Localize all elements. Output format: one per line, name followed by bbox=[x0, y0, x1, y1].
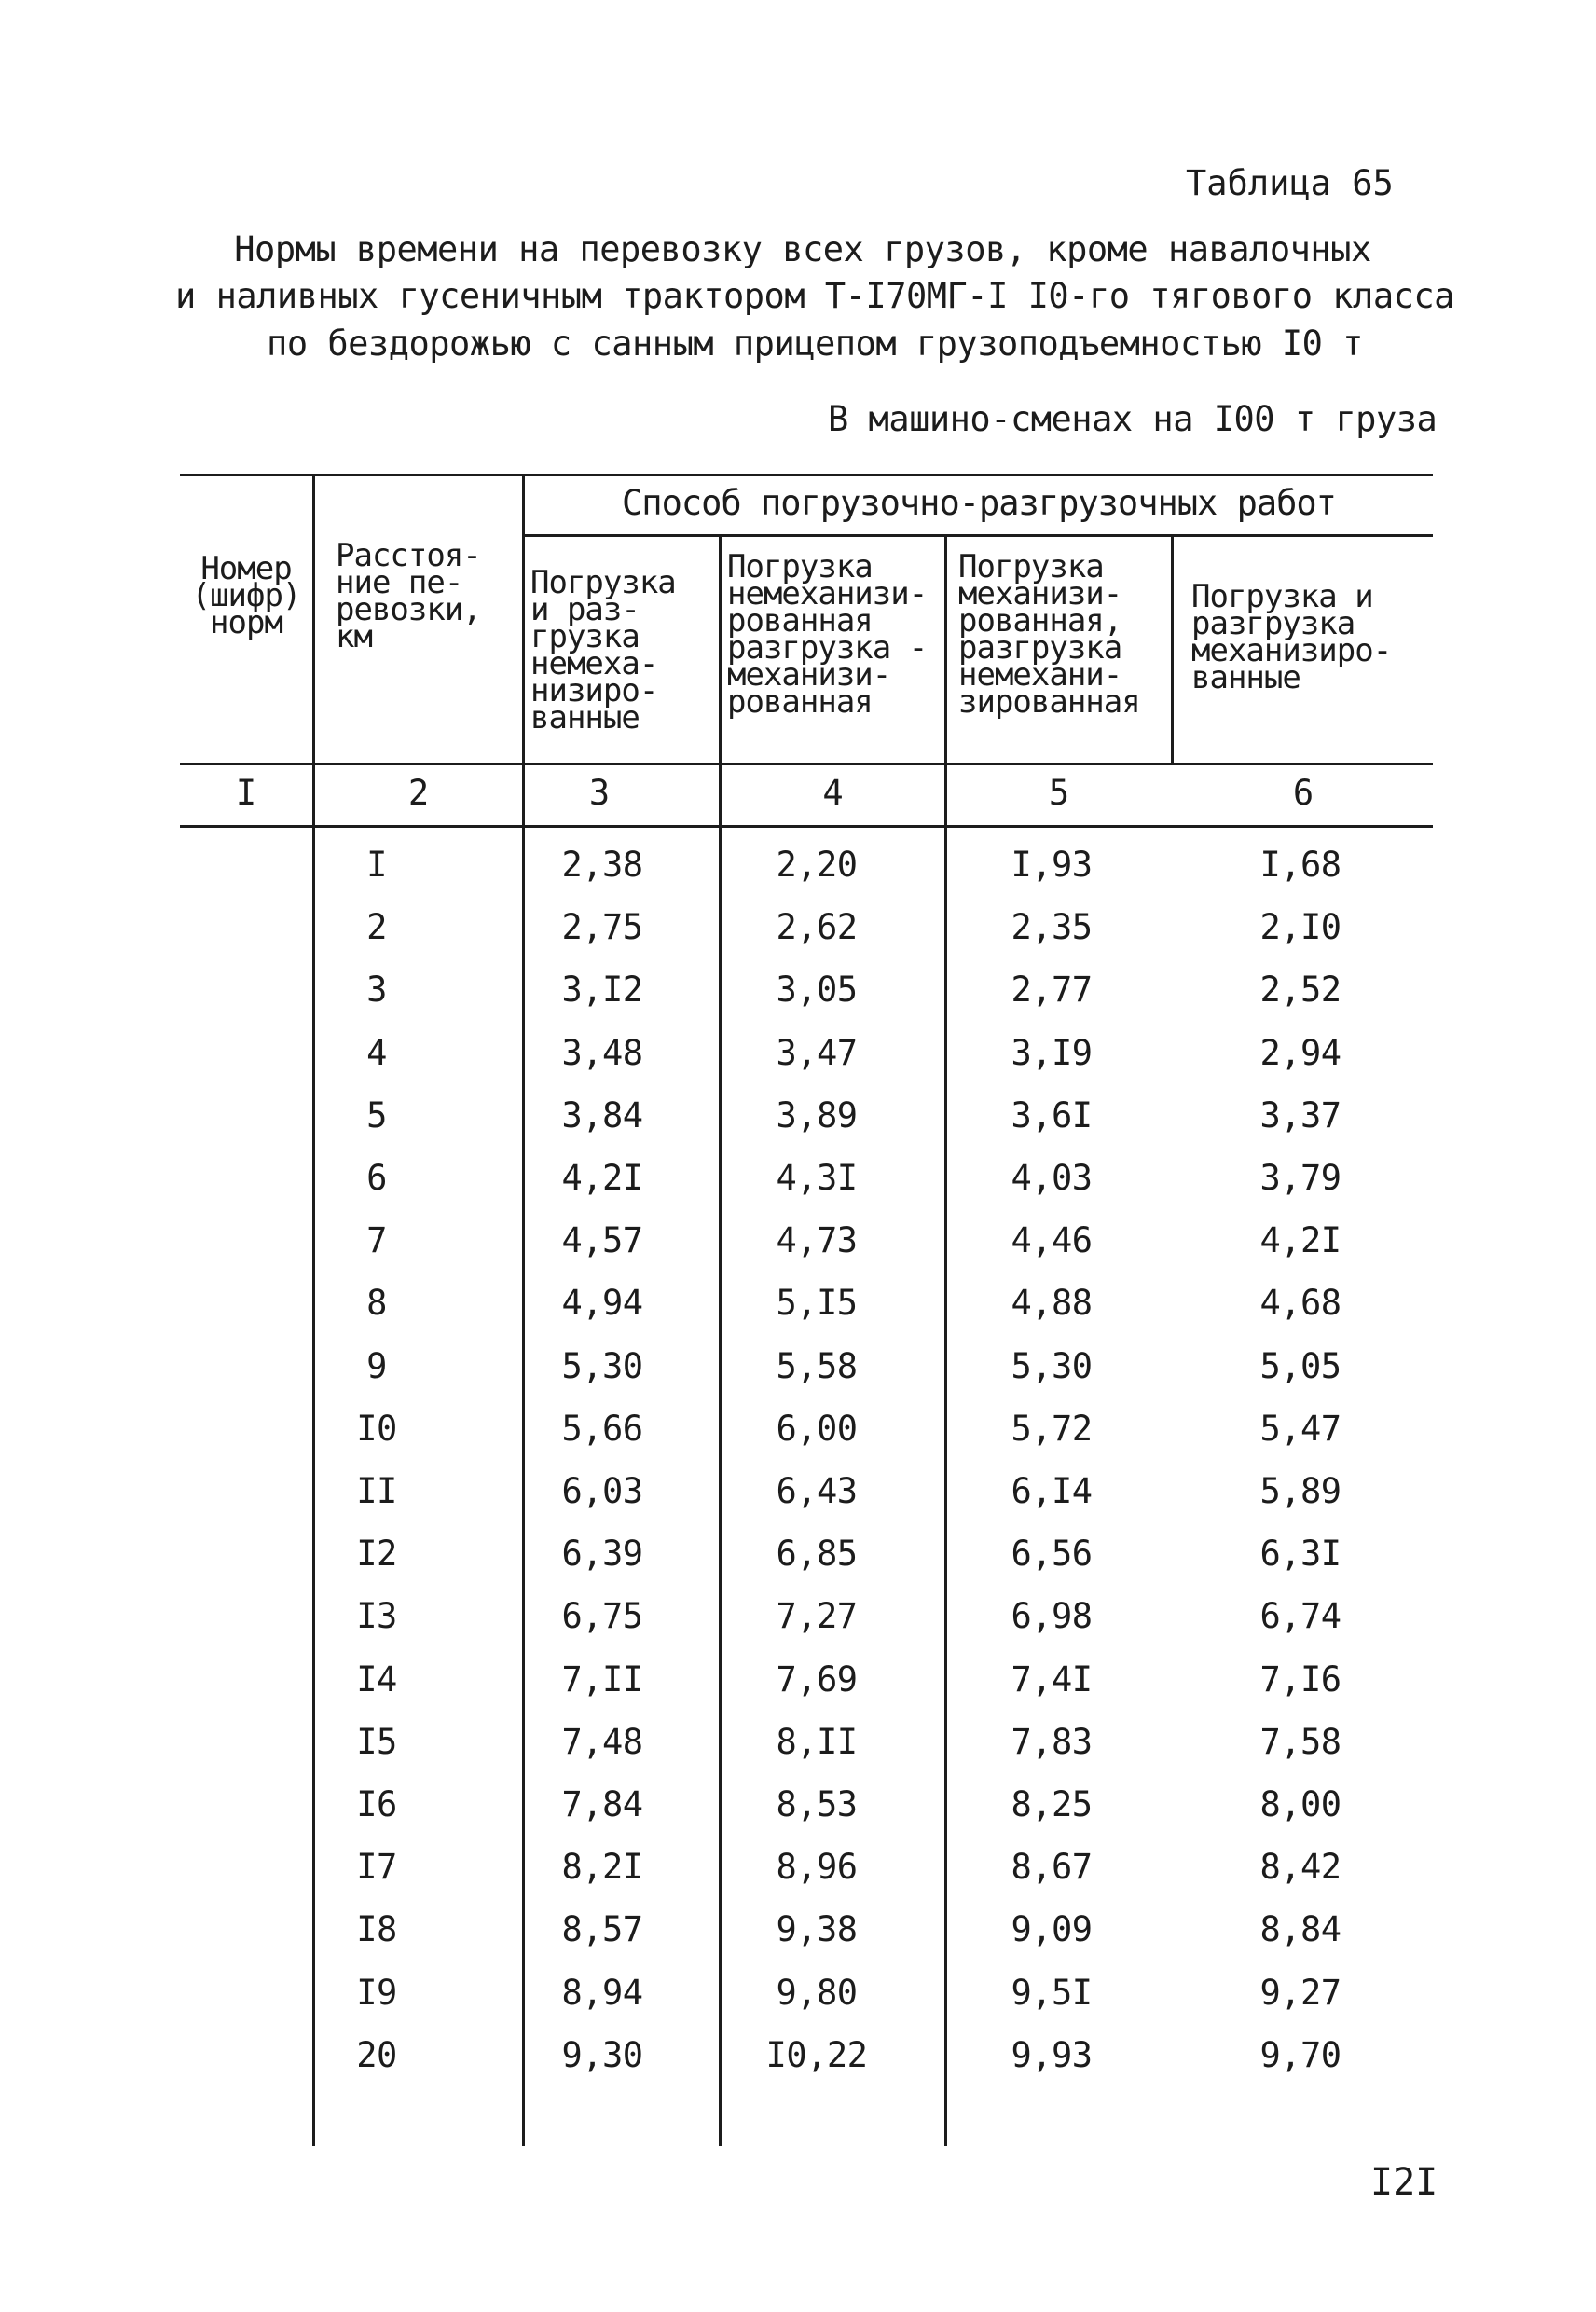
distance-cell: 7 bbox=[366, 1220, 387, 1260]
distance-cell: I7 bbox=[356, 1847, 397, 1887]
norm-value-cell: 4,68 bbox=[1259, 1283, 1341, 1323]
table-title-line-1: Нормы времени на перевозку всех грузов, кроме навалочных bbox=[234, 229, 1371, 269]
norm-value-cell: 7,48 bbox=[561, 1722, 643, 1762]
norm-value-cell: 3,47 bbox=[776, 1033, 858, 1073]
norm-value-cell: 5,I5 bbox=[776, 1283, 858, 1323]
distance-cell: 5 bbox=[366, 1095, 387, 1135]
distance-cell: I5 bbox=[356, 1722, 397, 1762]
page-number: I2I bbox=[1370, 2161, 1438, 2204]
norm-value-cell: 7,4I bbox=[1011, 1659, 1093, 1700]
column-number-4: 4 bbox=[822, 773, 844, 813]
norm-value-cell: 7,84 bbox=[561, 1784, 643, 1824]
norm-value-cell: 9,30 bbox=[561, 2035, 643, 2075]
norm-value-cell: 8,53 bbox=[776, 1784, 858, 1824]
norm-value-cell: 4,73 bbox=[776, 1220, 858, 1260]
column-number-5: 5 bbox=[1048, 773, 1070, 813]
norm-value-cell: 8,67 bbox=[1011, 1847, 1093, 1887]
norm-value-cell: 5,58 bbox=[776, 1346, 858, 1386]
norm-value-cell: 8,II bbox=[776, 1722, 858, 1762]
column-number-6: 6 bbox=[1292, 773, 1314, 813]
norm-value-cell: 7,I6 bbox=[1259, 1659, 1341, 1700]
norm-value-cell: 4,88 bbox=[1011, 1283, 1093, 1323]
norm-value-cell: 5,05 bbox=[1259, 1346, 1341, 1386]
norm-value-cell: 9,5I bbox=[1011, 1973, 1093, 2013]
distance-cell: I3 bbox=[356, 1596, 397, 1636]
norm-value-cell: 2,20 bbox=[776, 845, 858, 885]
norm-value-cell: 6,39 bbox=[561, 1534, 643, 1574]
norm-value-cell: 6,00 bbox=[776, 1409, 858, 1449]
distance-cell: I2 bbox=[356, 1534, 397, 1574]
header-col-6: Погрузка и разгрузка механизиро- ванные bbox=[1191, 578, 1392, 696]
norm-value-cell: 2,94 bbox=[1259, 1033, 1341, 1073]
table-label: Таблица 65 bbox=[1186, 163, 1394, 203]
norm-value-cell: 7,69 bbox=[776, 1659, 858, 1700]
norm-value-cell: I,68 bbox=[1259, 845, 1341, 885]
norm-value-cell: 3,I2 bbox=[561, 970, 643, 1010]
norm-value-cell: 5,66 bbox=[561, 1409, 643, 1449]
distance-cell: 4 bbox=[366, 1033, 387, 1073]
norm-value-cell: 8,42 bbox=[1259, 1847, 1341, 1887]
norm-value-cell: 5,30 bbox=[561, 1346, 643, 1386]
header-loading-method-group: Способ погрузочно-разгрузочных работ bbox=[622, 483, 1336, 523]
norm-value-cell: 3,37 bbox=[1259, 1095, 1341, 1135]
norm-value-cell: 2,62 bbox=[776, 907, 858, 947]
norm-value-cell: 3,48 bbox=[561, 1033, 643, 1073]
norm-value-cell: 8,00 bbox=[1259, 1784, 1341, 1824]
norm-value-cell: 4,03 bbox=[1011, 1158, 1093, 1198]
norm-value-cell: 5,30 bbox=[1011, 1346, 1093, 1386]
norm-value-cell: 6,03 bbox=[561, 1471, 643, 1511]
norm-value-cell: 3,89 bbox=[776, 1095, 858, 1135]
norm-value-cell: 9,93 bbox=[1011, 2035, 1093, 2075]
norm-value-cell: 6,74 bbox=[1259, 1596, 1341, 1636]
norm-value-cell: 9,70 bbox=[1259, 2035, 1341, 2075]
norm-value-cell: 4,3I bbox=[776, 1158, 858, 1198]
norm-value-cell: 3,6I bbox=[1011, 1095, 1093, 1135]
table-top-rule bbox=[180, 474, 1433, 476]
norm-value-cell: 2,75 bbox=[561, 907, 643, 947]
norm-value-cell: 6,85 bbox=[776, 1534, 858, 1574]
norm-value-cell: 4,57 bbox=[561, 1220, 643, 1260]
distance-cell: 3 bbox=[366, 970, 387, 1010]
distance-cell: II bbox=[356, 1471, 397, 1511]
column-number-1: I bbox=[235, 773, 257, 813]
distance-cell: I bbox=[366, 845, 387, 885]
norm-value-cell: 2,52 bbox=[1259, 970, 1341, 1010]
distance-cell: I0 bbox=[356, 1409, 397, 1449]
norm-value-cell: 7,27 bbox=[776, 1596, 858, 1636]
distance-cell: I8 bbox=[356, 1909, 397, 1949]
header-col-5: Погрузка механизи- рованная, разгрузка немехани- зированная bbox=[958, 548, 1140, 721]
distance-cell: 6 bbox=[366, 1158, 387, 1198]
norm-value-cell: 4,2I bbox=[1259, 1220, 1341, 1260]
norm-value-cell: 8,25 bbox=[1011, 1784, 1093, 1824]
norm-value-cell: 8,94 bbox=[561, 1973, 643, 2013]
norm-value-cell: 5,72 bbox=[1011, 1409, 1093, 1449]
norm-value-cell: I,93 bbox=[1011, 845, 1093, 885]
header-bottom-rule bbox=[180, 763, 1433, 765]
norm-value-cell: 5,89 bbox=[1259, 1471, 1341, 1511]
norm-value-cell: 8,2I bbox=[561, 1847, 643, 1887]
norm-value-cell: 9,80 bbox=[776, 1973, 858, 2013]
column-number-2: 2 bbox=[407, 773, 430, 813]
norm-value-cell: 4,2I bbox=[561, 1158, 643, 1198]
distance-cell: 8 bbox=[366, 1283, 387, 1323]
norm-value-cell: 2,35 bbox=[1011, 907, 1093, 947]
norm-value-cell: 4,94 bbox=[561, 1283, 643, 1323]
norm-value-cell: 3,05 bbox=[776, 970, 858, 1010]
group-header-rule bbox=[523, 534, 1433, 537]
distance-cell: 9 bbox=[366, 1346, 387, 1386]
norm-value-cell: 3,79 bbox=[1259, 1158, 1341, 1198]
norm-value-cell: 6,43 bbox=[776, 1471, 858, 1511]
norm-value-cell: 7,83 bbox=[1011, 1722, 1093, 1762]
header-col-4: Погрузка немеханизи- рованная разгрузка - механизи- рованная bbox=[727, 548, 928, 721]
norm-value-cell: 6,I4 bbox=[1011, 1471, 1093, 1511]
distance-cell: I6 bbox=[356, 1784, 397, 1824]
table-title-line-3: по бездорожью с санным прицепом грузоподъемностью I0 т bbox=[267, 323, 1363, 364]
norm-value-cell: 8,96 bbox=[776, 1847, 858, 1887]
header-norm-number: Номер (шифр) норм bbox=[191, 550, 301, 641]
distance-cell: I4 bbox=[356, 1659, 397, 1700]
norm-value-cell: 6,75 bbox=[561, 1596, 643, 1636]
norm-value-cell: 4,46 bbox=[1011, 1220, 1093, 1260]
table-title-line-2: и наливных гусеничным трактором Т-I70МГ-I I0-го тягового класса bbox=[175, 276, 1454, 316]
norm-value-cell: 6,98 bbox=[1011, 1596, 1093, 1636]
header-distance: Расстоя- ние пе- ревозки, км bbox=[336, 537, 481, 655]
norm-value-cell: I0,22 bbox=[765, 2035, 868, 2075]
norm-value-cell: 6,3I bbox=[1259, 1534, 1341, 1574]
distance-cell: 20 bbox=[356, 2035, 397, 2075]
header-col-3: Погрузка и раз- грузка немеха- низиро- ванные bbox=[530, 564, 676, 736]
distance-cell: 2 bbox=[366, 907, 387, 947]
norm-value-cell: 2,I0 bbox=[1259, 907, 1341, 947]
norm-value-cell: 2,77 bbox=[1011, 970, 1093, 1010]
norm-value-cell: 3,I9 bbox=[1011, 1033, 1093, 1073]
column-numbers-rule bbox=[180, 825, 1433, 828]
col-divider-5 bbox=[1171, 536, 1174, 764]
norm-value-cell: 2,38 bbox=[561, 845, 643, 885]
norm-value-cell: 5,47 bbox=[1259, 1409, 1341, 1449]
norm-value-cell: 6,56 bbox=[1011, 1534, 1093, 1574]
column-number-3: 3 bbox=[588, 773, 611, 813]
norm-value-cell: 9,27 bbox=[1259, 1973, 1341, 2013]
units-note: В машино-сменах на I00 т груза bbox=[828, 399, 1438, 439]
norm-value-cell: 9,09 bbox=[1011, 1909, 1093, 1949]
norm-value-cell: 8,57 bbox=[561, 1909, 643, 1949]
distance-cell: I9 bbox=[356, 1973, 397, 2013]
norm-value-cell: 3,84 bbox=[561, 1095, 643, 1135]
norm-value-cell: 8,84 bbox=[1259, 1909, 1341, 1949]
norm-value-cell: 7,58 bbox=[1259, 1722, 1341, 1762]
norm-value-cell: 9,38 bbox=[776, 1909, 858, 1949]
norm-value-cell: 7,II bbox=[561, 1659, 643, 1700]
